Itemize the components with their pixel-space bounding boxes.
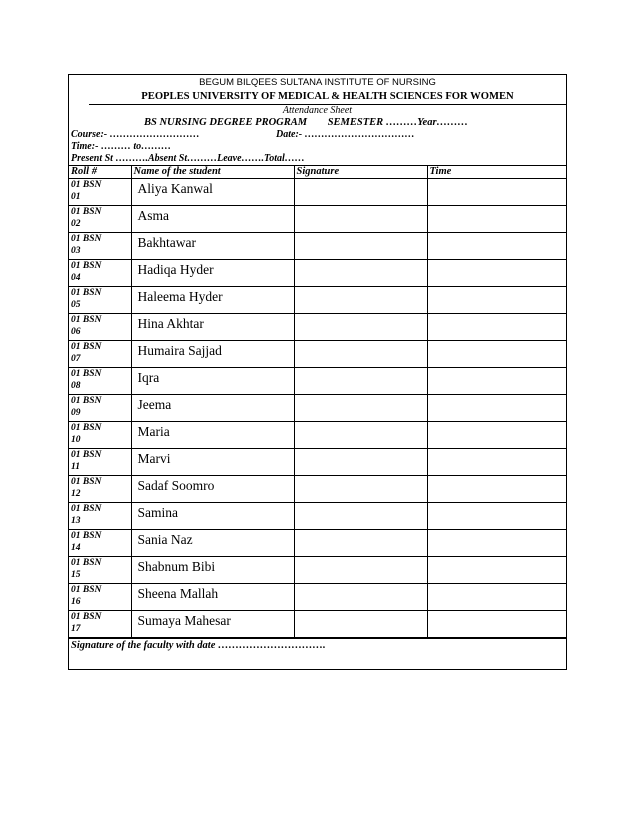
table-header-row bbox=[69, 166, 566, 179]
student-name: Iqra bbox=[131, 368, 294, 395]
roll-number: 01 BSN 01 bbox=[69, 179, 131, 206]
table-row bbox=[69, 557, 566, 584]
roll-number: 01 BSN 02 bbox=[69, 206, 131, 233]
student-name: Maria bbox=[131, 422, 294, 449]
time-line bbox=[69, 141, 566, 153]
table-row bbox=[69, 422, 566, 449]
table-row bbox=[69, 341, 566, 368]
signature-cell[interactable] bbox=[294, 395, 427, 422]
table-row bbox=[69, 206, 566, 233]
roll-number: 01 BSN 11 bbox=[69, 449, 131, 476]
table-row bbox=[69, 368, 566, 395]
course-field: Course:- ……………………… bbox=[71, 129, 200, 140]
time-cell[interactable] bbox=[427, 449, 566, 476]
time-cell[interactable] bbox=[427, 503, 566, 530]
time-cell[interactable] bbox=[427, 368, 566, 395]
roll-number: 01 BSN 08 bbox=[69, 368, 131, 395]
signature-cell[interactable] bbox=[294, 314, 427, 341]
program-line bbox=[69, 117, 566, 129]
table-row bbox=[69, 314, 566, 341]
table-row bbox=[69, 395, 566, 422]
signature-cell[interactable] bbox=[294, 341, 427, 368]
date-field: Date:- …………………………… bbox=[276, 129, 415, 140]
student-name: Aliya Kanwal bbox=[131, 179, 294, 206]
student-name: Hadiqa Hyder bbox=[131, 260, 294, 287]
signature-cell[interactable] bbox=[294, 260, 427, 287]
table-row bbox=[69, 449, 566, 476]
student-name: Haleema Hyder bbox=[131, 287, 294, 314]
table-row bbox=[69, 476, 566, 503]
signature-cell[interactable] bbox=[294, 449, 427, 476]
roll-number: 01 BSN 14 bbox=[69, 530, 131, 557]
roll-number: 01 BSN 05 bbox=[69, 287, 131, 314]
table-row bbox=[69, 611, 566, 638]
course-date-line bbox=[69, 129, 566, 141]
roll-number: 01 BSN 16 bbox=[69, 584, 131, 611]
institute-name: BEGUM BILQEES SULTANA INSTITUTE OF NURSING bbox=[199, 77, 436, 88]
time-cell[interactable] bbox=[427, 233, 566, 260]
student-name: Bakhtawar bbox=[131, 233, 294, 260]
time-cell[interactable] bbox=[427, 557, 566, 584]
time-cell[interactable] bbox=[427, 179, 566, 206]
signature-cell[interactable] bbox=[294, 206, 427, 233]
semester-field: SEMESTER ………Year……… bbox=[327, 117, 469, 128]
roll-number: 01 BSN 17 bbox=[69, 611, 131, 638]
time-cell[interactable] bbox=[427, 395, 566, 422]
signature-cell[interactable] bbox=[294, 287, 427, 314]
time-cell[interactable] bbox=[427, 341, 566, 368]
time-cell[interactable] bbox=[427, 260, 566, 287]
student-name: Sania Naz bbox=[131, 530, 294, 557]
university-name: PEOPLES UNIVERSITY OF MEDICAL & HEALTH SCIENCES FOR WOMEN bbox=[89, 90, 566, 105]
table-row bbox=[69, 503, 566, 530]
faculty-signature-line: Signature of the faculty with date …………………………. bbox=[69, 638, 566, 669]
time-cell[interactable] bbox=[427, 611, 566, 638]
roll-number: 01 BSN 09 bbox=[69, 395, 131, 422]
student-name: Sumaya Mahesar bbox=[131, 611, 294, 638]
summary-line bbox=[69, 153, 566, 165]
column-header-name: Name of the student bbox=[131, 166, 294, 179]
signature-cell[interactable] bbox=[294, 503, 427, 530]
time-cell[interactable] bbox=[427, 287, 566, 314]
signature-cell[interactable] bbox=[294, 584, 427, 611]
student-name: Marvi bbox=[131, 449, 294, 476]
table-row bbox=[69, 260, 566, 287]
table-body bbox=[69, 179, 566, 638]
roll-number: 01 BSN 04 bbox=[69, 260, 131, 287]
roll-number: 01 BSN 10 bbox=[69, 422, 131, 449]
table-row bbox=[69, 584, 566, 611]
table-row bbox=[69, 287, 566, 314]
time-cell[interactable] bbox=[427, 476, 566, 503]
student-name: Sadaf Soomro bbox=[131, 476, 294, 503]
roll-number: 01 BSN 13 bbox=[69, 503, 131, 530]
roll-number: 01 BSN 03 bbox=[69, 233, 131, 260]
time-cell[interactable] bbox=[427, 314, 566, 341]
time-field: Time:- ……… to……… bbox=[71, 141, 172, 152]
signature-cell[interactable] bbox=[294, 368, 427, 395]
time-cell[interactable] bbox=[427, 584, 566, 611]
sheet-title: Attendance Sheet bbox=[282, 105, 353, 116]
student-name: Humaira Sajjad bbox=[131, 341, 294, 368]
time-cell[interactable] bbox=[427, 530, 566, 557]
signature-cell[interactable] bbox=[294, 233, 427, 260]
time-cell[interactable] bbox=[427, 422, 566, 449]
table-row bbox=[69, 530, 566, 557]
signature-cell[interactable] bbox=[294, 611, 427, 638]
signature-cell[interactable] bbox=[294, 530, 427, 557]
time-cell[interactable] bbox=[427, 206, 566, 233]
signature-cell[interactable] bbox=[294, 422, 427, 449]
signature-cell[interactable] bbox=[294, 179, 427, 206]
student-name: Samina bbox=[131, 503, 294, 530]
student-name: Shabnum Bibi bbox=[131, 557, 294, 584]
table-row bbox=[69, 233, 566, 260]
column-header-time: Time bbox=[427, 166, 566, 179]
student-name: Asma bbox=[131, 206, 294, 233]
signature-cell[interactable] bbox=[294, 557, 427, 584]
roll-number: 01 BSN 07 bbox=[69, 341, 131, 368]
student-name: Sheena Mallah bbox=[131, 584, 294, 611]
roll-number: 01 BSN 06 bbox=[69, 314, 131, 341]
attendance-sheet bbox=[68, 74, 567, 670]
roll-number: 01 BSN 15 bbox=[69, 557, 131, 584]
student-name: Hina Akhtar bbox=[131, 314, 294, 341]
student-name: Jeema bbox=[131, 395, 294, 422]
program-name: BS NURSING DEGREE PROGRAM bbox=[144, 117, 308, 128]
column-header-signature: Signature bbox=[294, 166, 427, 179]
table-row bbox=[69, 179, 566, 206]
column-header-roll: Roll # bbox=[69, 166, 131, 179]
roll-number: 01 BSN 12 bbox=[69, 476, 131, 503]
attendance-table bbox=[69, 165, 566, 638]
signature-cell[interactable] bbox=[294, 476, 427, 503]
attendance-summary: Present St ……….Absent St………Leave…….Total…… bbox=[71, 153, 305, 164]
